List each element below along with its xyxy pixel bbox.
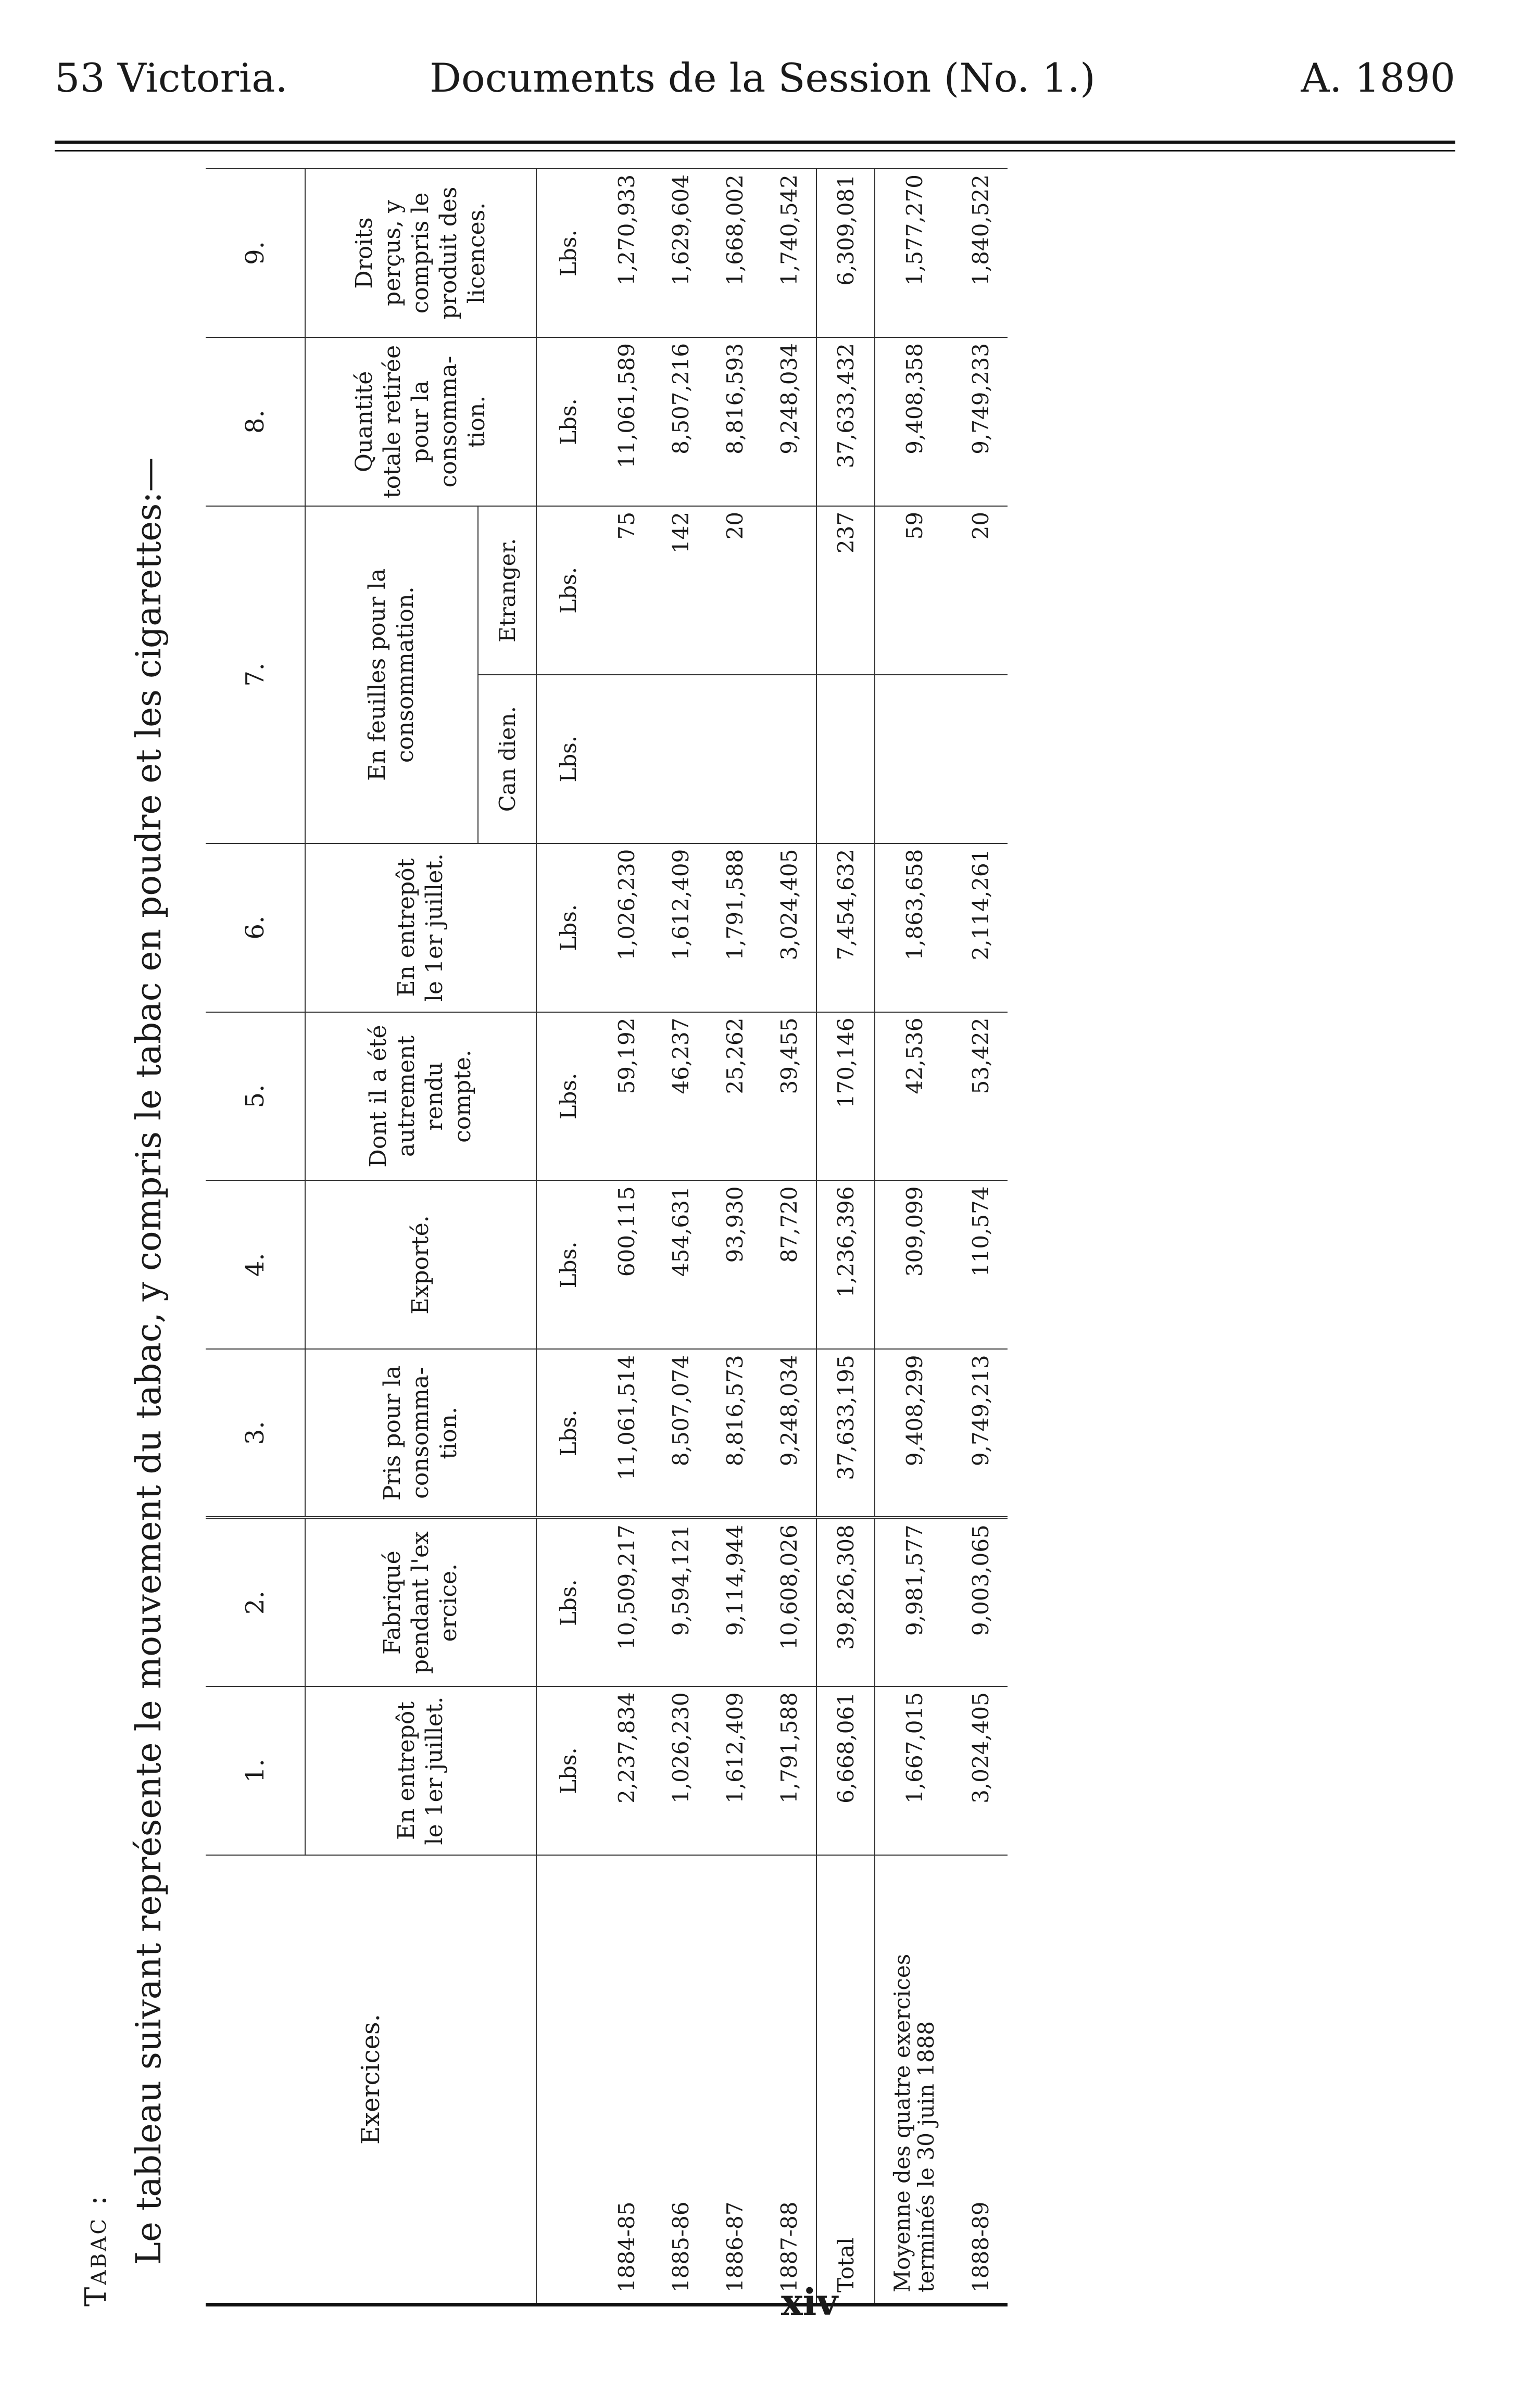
tobacco-table xyxy=(206,168,1008,2306)
cell: 20 xyxy=(708,506,762,675)
cell: 6,309,081 xyxy=(816,169,875,337)
table-caption: Le tableau suivant représente le mouvement du tabac, y compris le tabac en poudre et les cigarettes:— xyxy=(129,457,169,2265)
cell: 10,509,217 xyxy=(599,1518,653,1686)
cell xyxy=(708,675,762,843)
cell xyxy=(953,675,1008,843)
section-label: Tabac : xyxy=(79,2193,113,2306)
unit-cell: Lbs. xyxy=(536,1349,599,1518)
table-row xyxy=(599,169,653,2303)
cell: 237 xyxy=(816,506,875,675)
cell: 1,026,230 xyxy=(653,1686,708,1855)
cell xyxy=(653,675,708,843)
cell: 9,749,213 xyxy=(953,1349,1008,1518)
cell: 1,026,230 xyxy=(599,843,653,1012)
page-header xyxy=(55,49,1455,107)
header-c7a: Can dien. xyxy=(478,675,536,843)
cell: 75 xyxy=(599,506,653,675)
header-c7: En feuilles pour la consommation. xyxy=(305,506,478,843)
page-number: xiv xyxy=(781,2280,838,2324)
unit-cell: Lbs. xyxy=(536,337,599,506)
cell: 1,740,542 xyxy=(762,169,816,337)
row-year: 1888-89 xyxy=(953,1855,1008,2303)
cell: 1,577,270 xyxy=(875,169,953,337)
cell: 10,608,026 xyxy=(762,1518,816,1686)
header-center: Documents de la Session (No. 1.) xyxy=(430,55,1096,101)
cell: 37,633,432 xyxy=(816,337,875,506)
cell: 9,003,065 xyxy=(953,1518,1008,1686)
cell: 53,422 xyxy=(953,1012,1008,1181)
cell: 9,594,121 xyxy=(653,1518,708,1686)
cell: 1,668,002 xyxy=(708,169,762,337)
cell: 1,791,588 xyxy=(708,843,762,1012)
unit-cell: Lbs. xyxy=(536,1012,599,1181)
cell: 59 xyxy=(875,506,953,675)
cell xyxy=(875,675,953,843)
cell: 170,146 xyxy=(816,1012,875,1181)
table-row xyxy=(653,169,708,2303)
col-number: 6. xyxy=(206,843,305,1012)
row-total-label: Total xyxy=(816,1855,875,2303)
col-number: 1. xyxy=(206,1686,305,1855)
cell: 11,061,514 xyxy=(599,1349,653,1518)
header-c8: Quantité totale retirée pour la consomma- tion. xyxy=(305,337,536,506)
unit-cell: Lbs. xyxy=(536,843,599,1012)
cell: 9,981,577 xyxy=(875,1518,953,1686)
rotated-table-region xyxy=(75,172,1080,2306)
total-row xyxy=(816,169,875,2303)
cell: 1,667,015 xyxy=(875,1686,953,1855)
cell xyxy=(599,675,653,843)
cell: 1,612,409 xyxy=(653,843,708,1012)
unit-cell-empty xyxy=(536,1855,599,2303)
header-left: 53 Victoria. xyxy=(55,55,288,101)
cell: 9,248,034 xyxy=(762,337,816,506)
cell: 42,536 xyxy=(875,1012,953,1181)
cell: 1,629,604 xyxy=(653,169,708,337)
cell: 1,270,933 xyxy=(599,169,653,337)
cell: 2,237,834 xyxy=(599,1686,653,1855)
cell: 8,816,573 xyxy=(708,1349,762,1518)
cell: 142 xyxy=(653,506,708,675)
cell: 309,099 xyxy=(875,1180,953,1349)
unit-cell: Lbs. xyxy=(536,675,599,843)
cell xyxy=(762,506,816,675)
col-number: 9. xyxy=(206,169,305,337)
average-row xyxy=(875,169,953,2303)
cell: 3,024,405 xyxy=(762,843,816,1012)
header-c3: Pris pour la consomma- tion. xyxy=(305,1349,536,1518)
col-number: 7. xyxy=(206,506,305,843)
cell: 9,408,299 xyxy=(875,1349,953,1518)
table-row xyxy=(708,169,762,2303)
cell: 46,237 xyxy=(653,1012,708,1181)
unit-cell: Lbs. xyxy=(536,169,599,337)
cell xyxy=(762,675,816,843)
row-year: 1886-87 xyxy=(708,1855,762,2303)
cell: 110,574 xyxy=(953,1180,1008,1349)
cell: 454,631 xyxy=(653,1180,708,1349)
row-year: 1887-88 xyxy=(762,1855,816,2303)
row-year: 1885-86 xyxy=(653,1855,708,2303)
header-c9: Droits perçus, y compris le produit des licences. xyxy=(305,169,536,337)
cell: 600,115 xyxy=(599,1180,653,1349)
cell: 20 xyxy=(953,506,1008,675)
cell: 37,633,195 xyxy=(816,1349,875,1518)
cell: 1,791,588 xyxy=(762,1686,816,1855)
header-exercices: Exercices. xyxy=(206,1855,536,2303)
col-number: 3. xyxy=(206,1349,305,1518)
cell: 1,236,396 xyxy=(816,1180,875,1349)
header-c2: Fabriqué pendant l'ex ercice. xyxy=(305,1518,536,1686)
header-rule-thin xyxy=(55,150,1455,152)
cell: 11,061,589 xyxy=(599,337,653,506)
unit-cell: Lbs. xyxy=(536,1180,599,1349)
cell: 1,863,658 xyxy=(875,843,953,1012)
cell: 9,749,233 xyxy=(953,337,1008,506)
table-row xyxy=(953,169,1008,2303)
col-number: 2. xyxy=(206,1518,305,1686)
row-average-label: Moyenne des quatre exercices terminés le 30 juin 1888 xyxy=(875,1855,953,2303)
cell: 7,454,632 xyxy=(816,843,875,1012)
cell: 9,408,358 xyxy=(875,337,953,506)
cell: 25,262 xyxy=(708,1012,762,1181)
unit-cell: Lbs. xyxy=(536,1686,599,1855)
header-right: A. 1890 xyxy=(1301,55,1455,101)
cell: 1,612,409 xyxy=(708,1686,762,1855)
cell: 6,668,061 xyxy=(816,1686,875,1855)
cell xyxy=(816,675,875,843)
header-c7b: Etranger. xyxy=(478,506,536,675)
cell: 2,114,261 xyxy=(953,843,1008,1012)
cell: 39,826,308 xyxy=(816,1518,875,1686)
col-number: 4. xyxy=(206,1180,305,1349)
cell: 1,840,522 xyxy=(953,169,1008,337)
header-c1: En entrepôt le 1er juillet. xyxy=(305,1686,536,1855)
cell: 39,455 xyxy=(762,1012,816,1181)
cell: 3,024,405 xyxy=(953,1686,1008,1855)
column-number-row xyxy=(206,169,305,2303)
header-c4: Exporté. xyxy=(305,1180,536,1349)
header-c6: En entrepôt le 1er juillet. xyxy=(305,843,536,1012)
header-rule xyxy=(55,141,1455,144)
unit-cell: Lbs. xyxy=(536,506,599,675)
unit-cell: Lbs. xyxy=(536,1518,599,1686)
table-row xyxy=(762,169,816,2303)
row-year: 1884-85 xyxy=(599,1855,653,2303)
cell: 59,192 xyxy=(599,1012,653,1181)
col-number: 8. xyxy=(206,337,305,506)
header-c5: Dont il a été autrement rendu compte. xyxy=(305,1012,536,1181)
cell: 93,930 xyxy=(708,1180,762,1349)
cell: 9,114,944 xyxy=(708,1518,762,1686)
cell: 8,816,593 xyxy=(708,337,762,506)
cell: 8,507,074 xyxy=(653,1349,708,1518)
col-number: 5. xyxy=(206,1012,305,1181)
cell: 9,248,034 xyxy=(762,1349,816,1518)
cell: 8,507,216 xyxy=(653,337,708,506)
cell: 87,720 xyxy=(762,1180,816,1349)
unit-row xyxy=(536,169,599,2303)
